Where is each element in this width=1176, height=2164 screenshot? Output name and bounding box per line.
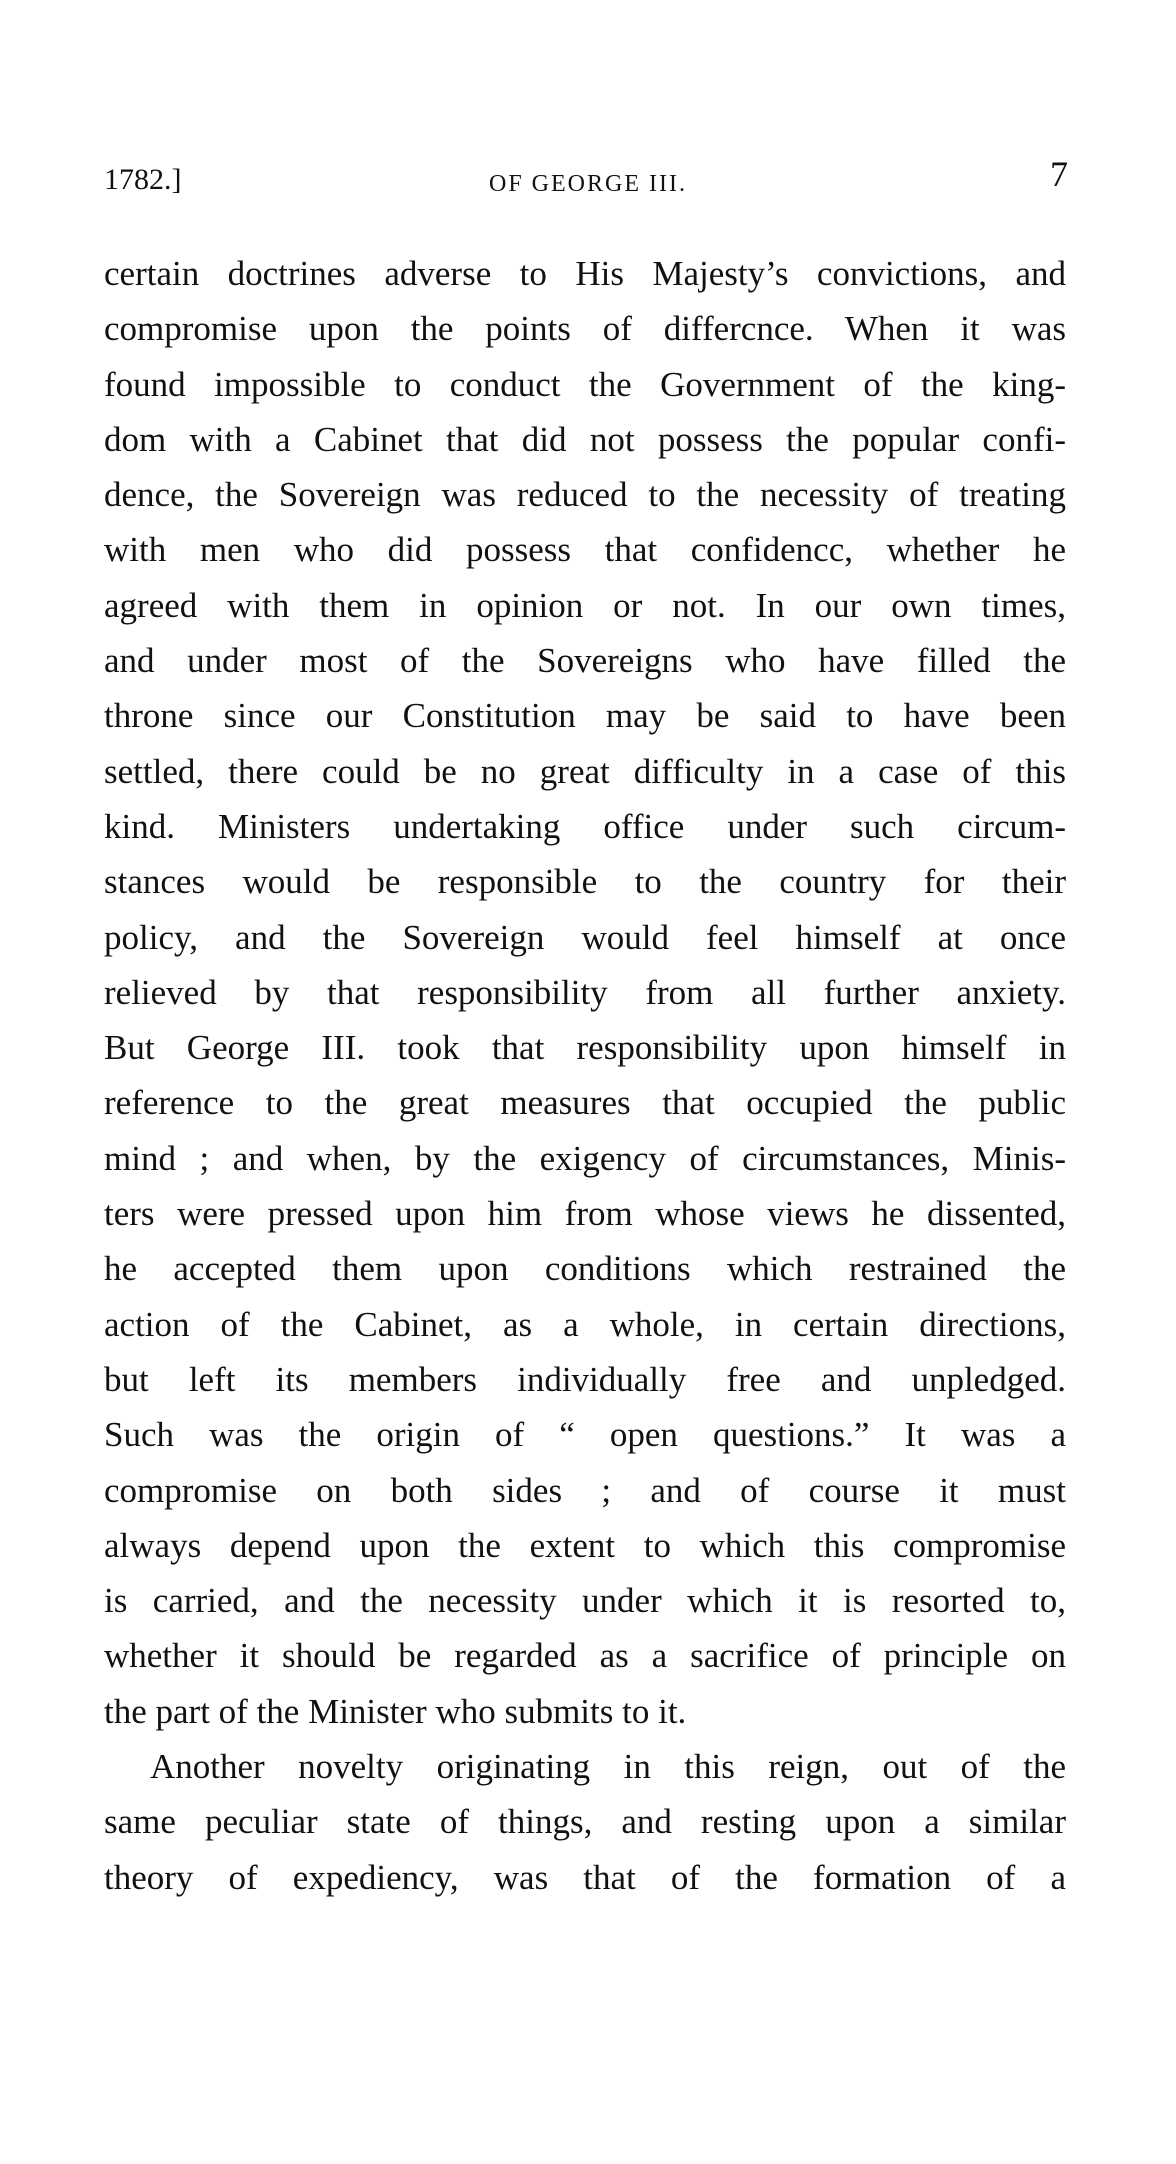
text-line: compromise upon the points of differcnce. When it was (104, 309, 1066, 349)
page-body (104, 246, 1066, 1905)
page-number: 7 (1050, 154, 1068, 194)
text-line: and under most of the Sovereigns who have filled the (104, 641, 1066, 681)
text-line: dom with a Cabinet that did not possess the popular confi- (104, 419, 1066, 459)
text-line: mind ; and when, by the exigency of circumstances, Minis- (104, 1138, 1066, 1178)
text-line: is carried, and the necessity under which it is resorted to, (104, 1581, 1066, 1621)
text-line: agreed with them in opinion or not. In our own times, (104, 585, 1066, 625)
text-line: certain doctrines adverse to His Majesty’s convictions, and (104, 254, 1066, 293)
paragraph-2 (104, 1739, 1066, 1905)
text-line: kind. Ministers undertaking office under such circum- (104, 806, 1066, 846)
text-line: the part of the Minister who submits to it. (104, 1691, 687, 1731)
text-line: relieved by that responsibility from all further anxiety. (104, 972, 1066, 1012)
text-line: ters were pressed upon him from whose views he dissented, (104, 1194, 1066, 1234)
text-line: always depend upon the extent to which this compromise (104, 1525, 1066, 1565)
text-line: compromise on both sides ; and of course it must (104, 1470, 1066, 1510)
text-line: action of the Cabinet, as a whole, in certain directions, (104, 1304, 1066, 1344)
paragraph-1 (104, 246, 1066, 1739)
text-line: he accepted them upon conditions which restrained the (104, 1249, 1066, 1289)
text-line: policy, and the Sovereign would feel himself at once (104, 917, 1066, 957)
text-line: Such was the origin of “ open questions.” It was a (104, 1415, 1066, 1455)
text-line: reference to the great measures that occupied the public (104, 1083, 1066, 1123)
text-line: theory of expediency, was that of the formation of a (104, 1857, 1066, 1897)
text-line: throne since our Constitution may be said to have been (104, 696, 1066, 736)
text-line: same peculiar state of things, and resting upon a similar (104, 1802, 1066, 1842)
text-line: dence, the Sovereign was reduced to the necessity of treating (104, 475, 1066, 515)
text-line: whether it should be regarded as a sacrifice of principle on (104, 1636, 1066, 1676)
text-line: but left its members individually free and unpledged. (104, 1359, 1066, 1399)
running-head-year: 1782.] (104, 163, 182, 196)
text-line: Another novelty originating in this reign, out of the (150, 1747, 1066, 1787)
running-head-title: OF GEORGE III. (489, 171, 687, 197)
text-line: with men who did possess that confidencc, whether he (104, 530, 1066, 570)
text-line: But George III. took that responsibility upon himself in (104, 1028, 1066, 1068)
text-line: settled, there could be no great difficulty in a case of this (104, 751, 1066, 791)
text-line: stances would be responsible to the country for their (104, 862, 1066, 902)
text-line: found impossible to conduct the Government of the king- (104, 364, 1066, 404)
